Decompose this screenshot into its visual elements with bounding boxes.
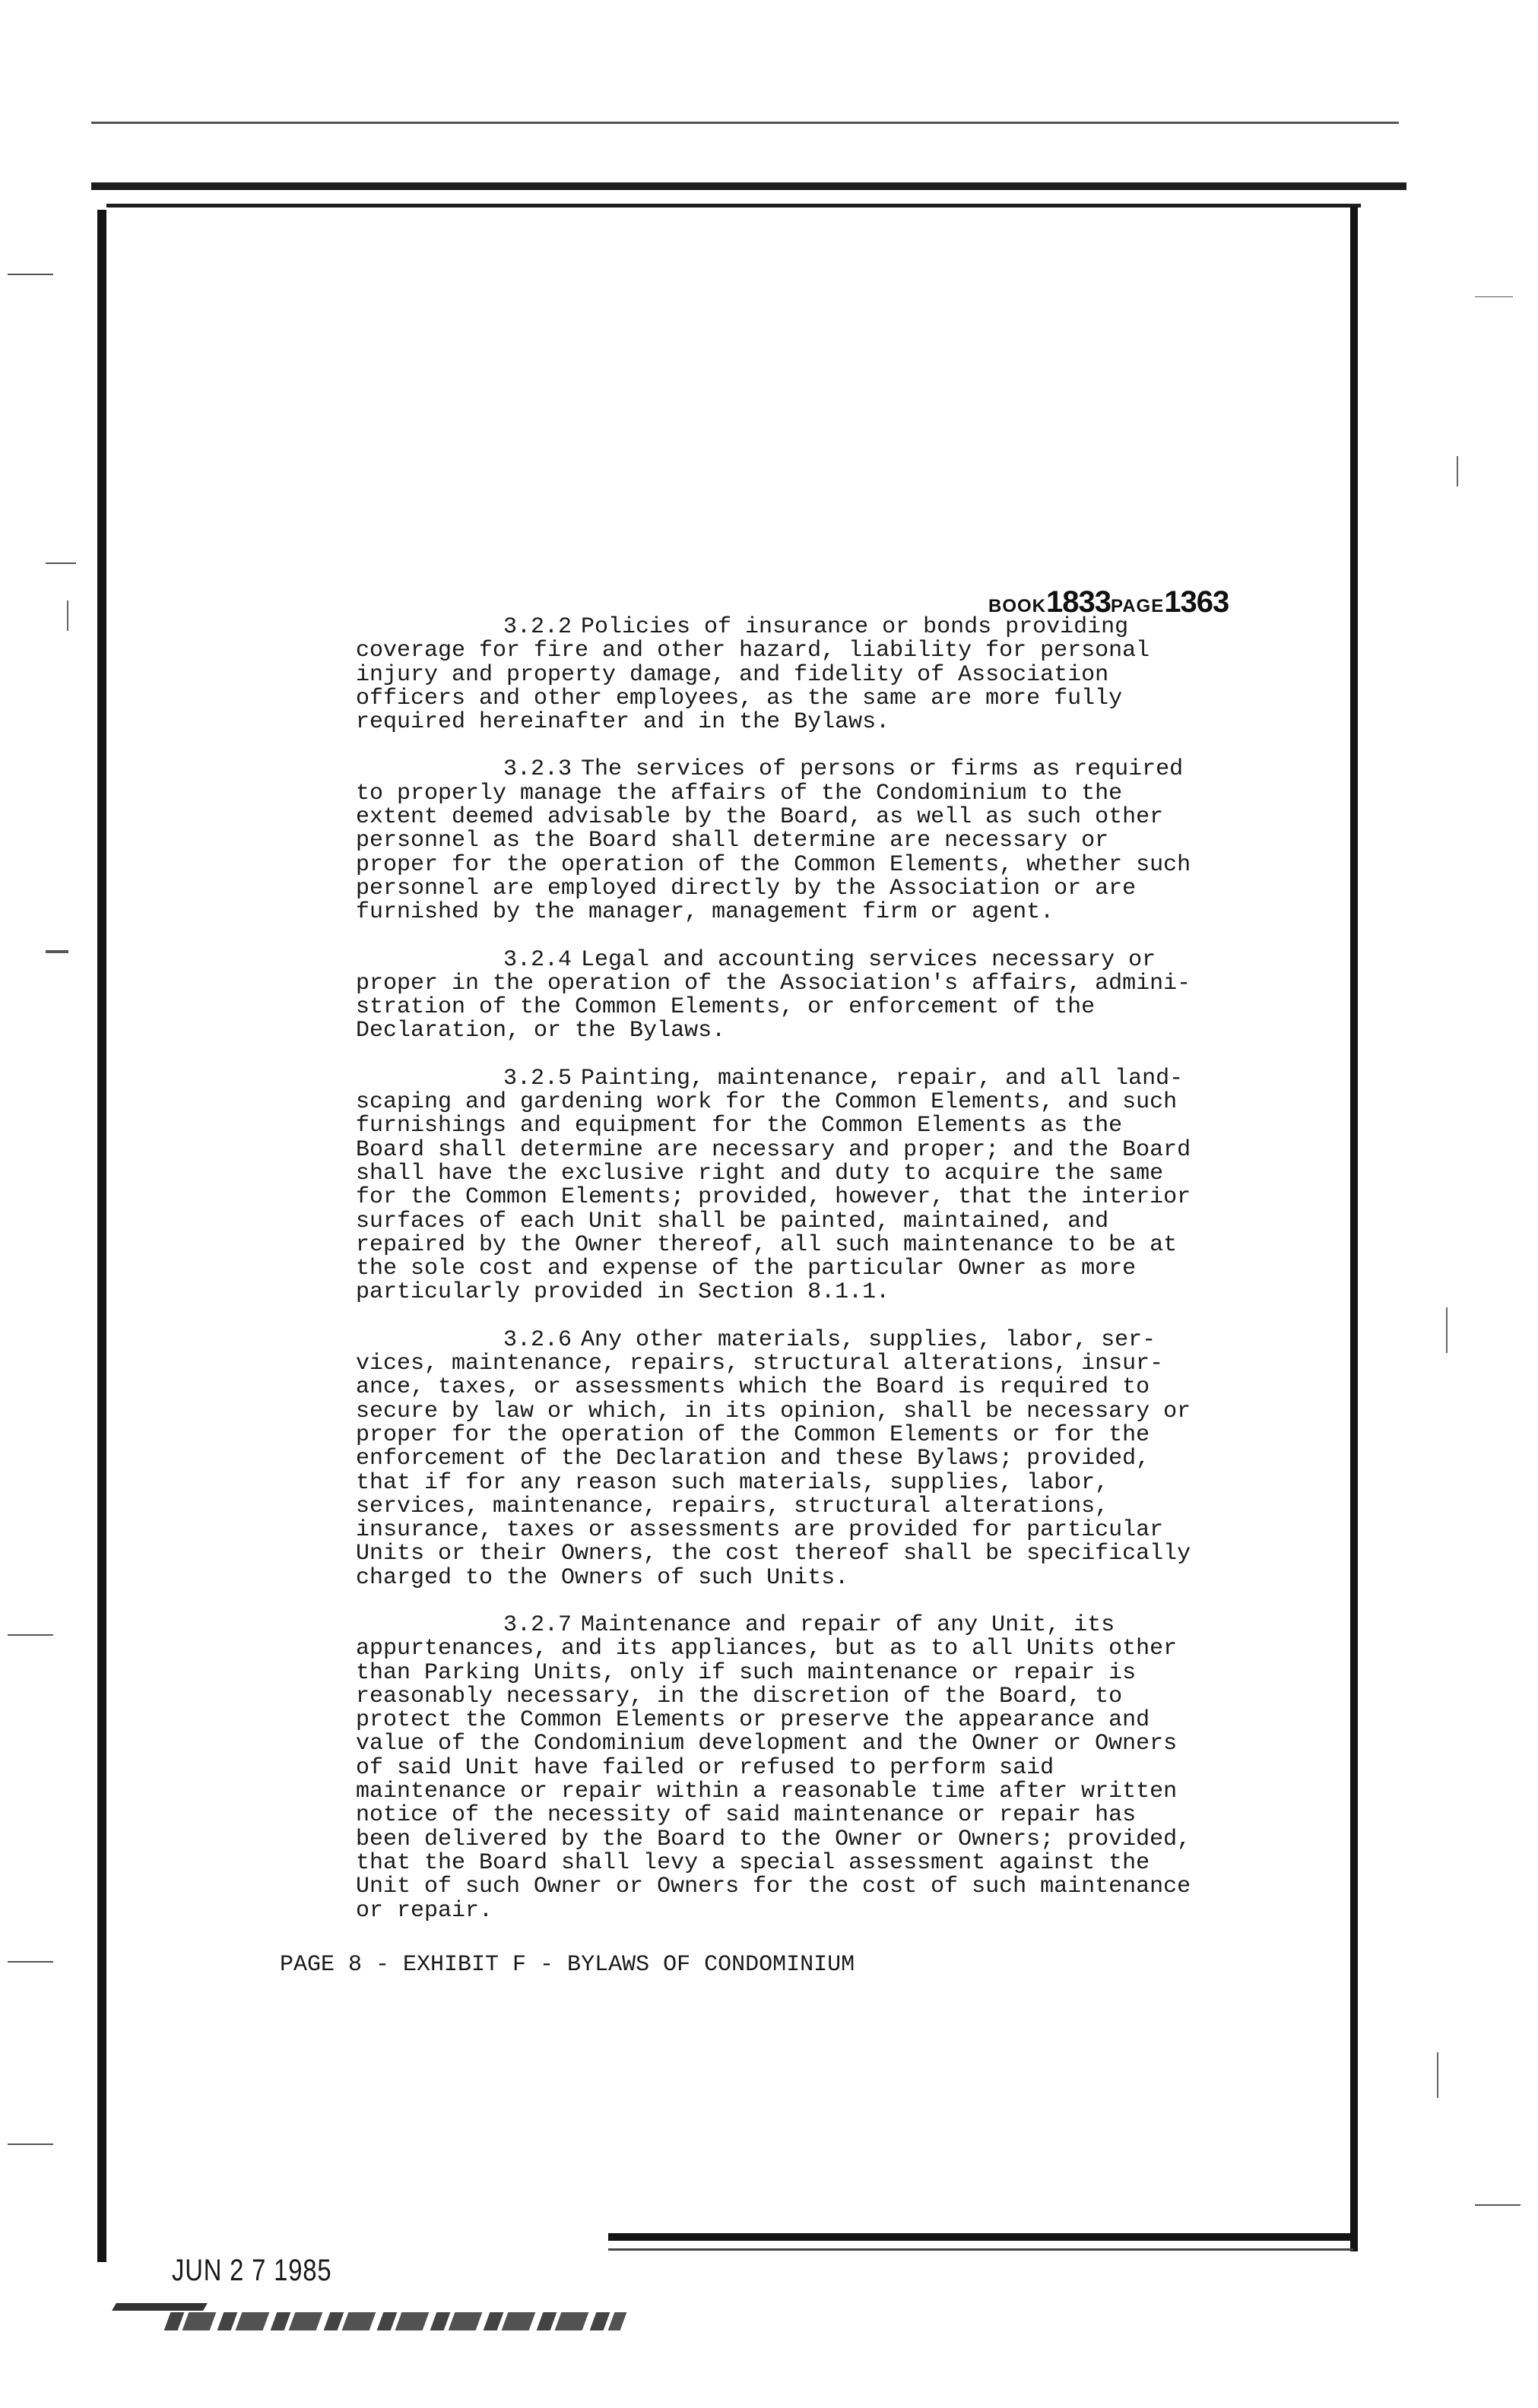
- edge-mark: [67, 600, 68, 631]
- paragraph-3-2-4: [356, 946, 1230, 1044]
- scan-top-border: [91, 182, 1406, 190]
- paragraph-body: to properly manage the affairs of the Condominium to the extent deemed advisable by the Board, as well as such other personnel as the Board shall determine are necessary or proper for the operation of the Common Elements, whether such personnel are employed directly by the Association or are furnished by the manager, management firm or agent.: [356, 780, 1191, 926]
- paragraph-first-line: Maintenance and repair of any Unit, its: [581, 1611, 1115, 1638]
- edge-mark: [1475, 2204, 1521, 2206]
- book-number: 1833: [1046, 585, 1111, 619]
- edge-mark: [8, 1634, 53, 1636]
- paragraph-3-2-5: [356, 1067, 1230, 1305]
- edge-mark: [1437, 2052, 1438, 2098]
- edge-mark: [8, 274, 53, 275]
- paragraph-first-line: Policies of insurance or bonds providing: [581, 614, 1129, 640]
- paragraph-number: 3.2.7: [503, 1611, 572, 1638]
- edge-mark: [46, 562, 76, 564]
- scan-smudge: [112, 2303, 208, 2311]
- frame-left-border: [97, 210, 106, 2262]
- paragraph-body: proper in the operation of the Association's affairs, admini- stration of the Common Elements, or enforcement of the Declaration, or the Bylaws.: [356, 970, 1191, 1044]
- document-body: [356, 616, 1230, 1947]
- paragraph-body: scaping and gardening work for the Common Elements, and such furnishings and equipment for the Common Elements as the Board shall determine are necessary and proper; and the Board shall have the exclusive right and duty to acquire the same for the Common Elements; provided, however, that the interior surfaces of each Unit shall be painted, maintained, and repaired by the Owner thereof, all such maintenance to be at the sole cost and expense of the particular Owner as more particularly provided in Section 8.1.1.: [356, 1089, 1191, 1306]
- frame-right-border: [1350, 207, 1358, 2251]
- paragraph-body: appurtenances, and its appliances, but as to all Units other than Parking Units, only if such maintenance or repair is reasonably necessary, in the discretion of the Board, to protect the Common Elements or preserve the appearance and value of the Condominium development and the Owner or Owners of said Unit have failed or refused to perform said maintenance or repair within a reasonable time after written notice of the necessity of said maintenance or repair has been delivered by the Board to the Owner or Owners; provided, that the Board shall levy a special assessment against the Unit of such Owner or Owners for the cost of such maintenance or repair.: [356, 1636, 1191, 1924]
- scan-top-rule: [91, 122, 1399, 124]
- paragraph-3-2-7: [356, 1611, 1230, 1924]
- frame-bottom-border-thin: [608, 2248, 1353, 2251]
- paragraph-number: 3.2.3: [503, 756, 572, 783]
- paragraph-body: coverage for fire and other hazard, liability for personal injury and property damage, and fidelity of Association officers and other employees, as the same are more fully required hereinafter and in the Bylaws.: [356, 638, 1150, 736]
- paragraph-body: vices, maintenance, repairs, structural alterations, insur- ance, taxes, or assessments which the Board is required to secure by law or which, in its opinion, shall be necessary or proper for the operation of the Common Elements or for the enforcement of the Declaration and these Bylaws; provided, that if for any reason such materials, supplies, labor, services, maintenance, repairs, structural alterations, insurance, taxes or assessments are provided for particular Units or their Owners, the cost thereof shall be specifically charged to the Owners of such Units.: [356, 1351, 1191, 1591]
- paragraph-3-2-3: [356, 758, 1230, 924]
- paragraph-number: 3.2.5: [503, 1065, 572, 1092]
- paragraph-3-2-2: [356, 616, 1230, 734]
- page-label: PAGE: [1110, 596, 1165, 616]
- book-label: BOOK: [988, 596, 1046, 616]
- edge-mark: [8, 2143, 53, 2145]
- paragraph-3-2-6: [356, 1326, 1230, 1591]
- paragraph-first-line: Legal and accounting services necessary or: [581, 946, 1156, 973]
- paragraph-number: 3.2.2: [503, 614, 572, 640]
- paragraph-first-line: Painting, maintenance, repair, and all land-: [581, 1065, 1184, 1092]
- paragraph-first-line: Any other materials, supplies, labor, ser-: [581, 1326, 1156, 1353]
- edge-mark: [1475, 296, 1513, 297]
- edge-mark: [1457, 456, 1458, 486]
- page-footer: PAGE 8 - EXHIBIT F - BYLAWS OF CONDOMINIUM: [280, 1952, 855, 1978]
- edge-mark: [46, 950, 68, 953]
- recording-date-stamp: JUN 2 7 1985: [172, 2254, 332, 2287]
- edge-mark: [1446, 1307, 1448, 1353]
- edge-mark: [8, 1961, 53, 1963]
- frame-bottom-border: [608, 2233, 1358, 2241]
- scan-smudge: [164, 2312, 627, 2330]
- scan-top-border-inner: [106, 204, 1361, 208]
- paragraph-number: 3.2.4: [503, 946, 572, 973]
- page-number: 1363: [1164, 585, 1229, 619]
- paragraph-number: 3.2.6: [503, 1326, 572, 1353]
- paragraph-first-line: The services of persons or firms as required: [581, 756, 1184, 783]
